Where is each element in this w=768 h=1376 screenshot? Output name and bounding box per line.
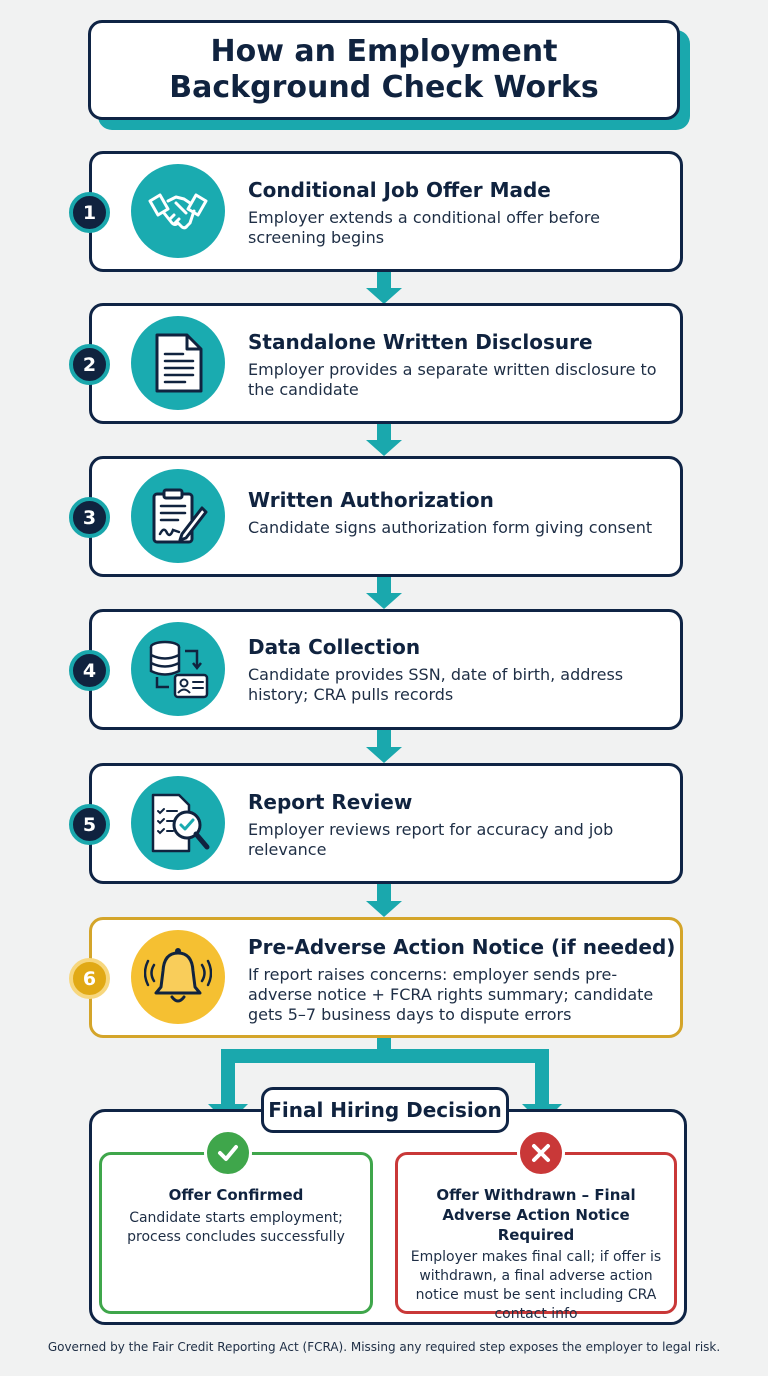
arrow-head-4 [366,747,402,763]
x-icon [517,1129,565,1177]
step-number-2: 2 [69,344,110,385]
step-title-6: Pre-Adverse Action Notice (if needed) [248,935,676,959]
step-desc-6: If report raises concerns: employer sends pre-adverse notice + FCRA rights summary; candidate gets 5–7 business days to dispute errors [248,965,654,1024]
page-title: How an Employment Background Check Works [169,34,599,105]
arrow-stem-3 [377,575,391,595]
step-desc-4: Candidate provides SSN, date of birth, address history; CRA pulls records [248,665,624,704]
arrow-stem-2 [377,422,391,442]
step-title-4: Data Collection [248,635,421,659]
report-magnifier-icon [131,776,225,870]
branch-right-stem [535,1049,549,1107]
step-title-2: Standalone Written Disclosure [248,330,593,354]
arrow-stem-1 [377,270,391,290]
step-title-5: Report Review [248,790,413,814]
arrow-head-5 [366,901,402,917]
arrow-stem-5 [377,883,391,903]
step-desc-1: Employer extends a conditional offer before screening begins [248,208,600,247]
step-number-1: 1 [69,192,110,233]
offer-withdrawn-description: Employer makes final call; if offer is withdrawn, a final adverse action notice must be sent including CRA contact info [410,1249,662,1322]
step-number-6: 6 [69,958,110,999]
branch-bar [221,1049,549,1063]
step-desc-5: Employer reviews report for accuracy and job relevance [248,820,614,859]
signature-clipboard-icon [131,469,225,563]
arrow-head-2 [366,440,402,456]
arrow-head-1 [366,288,402,304]
offer-confirmed-title: Offer Confirmed [168,1186,304,1204]
offer-confirmed-card [99,1152,373,1314]
check-icon [204,1129,252,1177]
step-number-3: 3 [69,497,110,538]
document-icon [131,316,225,410]
arrow-head-3 [366,593,402,609]
step-desc-3: Candidate signs authorization form giving consent [248,518,653,537]
final-decision-label: Final Hiring Decision [261,1087,509,1133]
step-title-1: Conditional Job Offer Made [248,178,551,202]
offer-confirmed-description: Candidate starts employment; process concludes successfully [127,1210,345,1245]
title-box [88,20,680,120]
branch-left-stem [221,1049,235,1107]
step-number-5: 5 [69,804,110,845]
offer-withdrawn-title: Offer Withdrawn – Final Adverse Action Notice Required [436,1186,636,1244]
step-desc-2: Employer provides a separate written disclosure to the candidate [248,360,657,399]
arrow-stem-4 [377,729,391,749]
handshake-icon [131,164,225,258]
step-title-3: Written Authorization [248,488,494,512]
bell-icon [131,930,225,1024]
step-number-4: 4 [69,650,110,691]
footer-note: Governed by the Fair Credit Reporting Act (FCRA). Missing any required step exposes the employer to legal risk. [47,1340,721,1354]
database-id-card-icon [131,622,225,716]
